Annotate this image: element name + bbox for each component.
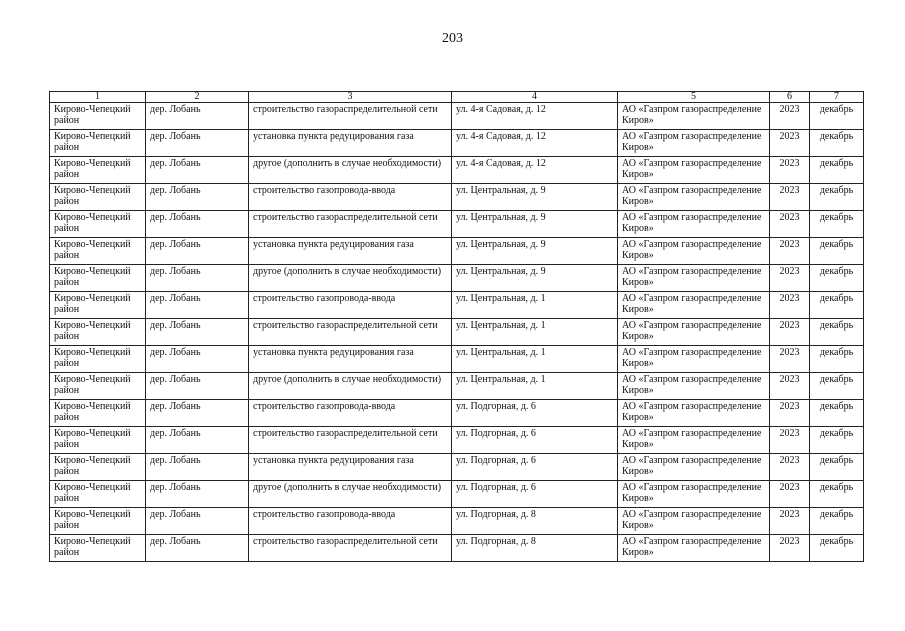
address-cell: ул. Подгорная, д. 6 — [452, 400, 618, 427]
year-cell: 2023 — [770, 103, 810, 130]
organization-cell: АО «Газпром газораспределение Киров» — [618, 157, 770, 184]
village-cell: дер. Лобань — [146, 211, 249, 238]
month-cell: декабрь — [810, 535, 864, 562]
district-cell: Кирово-Чепецкий район — [50, 373, 146, 400]
table-row — [50, 346, 864, 373]
district-cell: Кирово-Чепецкий район — [50, 346, 146, 373]
district-cell: Кирово-Чепецкий район — [50, 400, 146, 427]
month-cell: декабрь — [810, 508, 864, 535]
table-row — [50, 211, 864, 238]
address-cell: ул. Подгорная, д. 6 — [452, 481, 618, 508]
work-type-cell: строительство газораспределительной сети — [249, 103, 452, 130]
table-row — [50, 130, 864, 157]
table-row — [50, 535, 864, 562]
gas-works-table — [49, 91, 864, 562]
address-cell: ул. Центральная, д. 9 — [452, 265, 618, 292]
district-cell: Кирово-Чепецкий район — [50, 238, 146, 265]
year-cell: 2023 — [770, 157, 810, 184]
work-type-cell: строительство газораспределительной сети — [249, 535, 452, 562]
organization-cell: АО «Газпром газораспределение Киров» — [618, 535, 770, 562]
address-cell: ул. Центральная, д. 1 — [452, 373, 618, 400]
village-cell: дер. Лобань — [146, 157, 249, 184]
column-header: 5 — [618, 92, 770, 103]
table-row — [50, 373, 864, 400]
work-type-cell: другое (дополнить в случае необходимости) — [249, 157, 452, 184]
district-cell: Кирово-Чепецкий район — [50, 481, 146, 508]
month-cell: декабрь — [810, 292, 864, 319]
organization-cell: АО «Газпром газораспределение Киров» — [618, 427, 770, 454]
work-type-cell: строительство газопровода-ввода — [249, 400, 452, 427]
month-cell: декабрь — [810, 481, 864, 508]
work-type-cell: другое (дополнить в случае необходимости) — [249, 481, 452, 508]
header-row — [50, 92, 864, 103]
village-cell: дер. Лобань — [146, 346, 249, 373]
table-row — [50, 292, 864, 319]
village-cell: дер. Лобань — [146, 454, 249, 481]
district-cell: Кирово-Чепецкий район — [50, 157, 146, 184]
table-row — [50, 265, 864, 292]
table-row — [50, 184, 864, 211]
year-cell: 2023 — [770, 454, 810, 481]
work-type-cell: строительство газопровода-ввода — [249, 292, 452, 319]
organization-cell: АО «Газпром газораспределение Киров» — [618, 346, 770, 373]
organization-cell: АО «Газпром газораспределение Киров» — [618, 400, 770, 427]
work-type-cell: установка пункта редуцирования газа — [249, 346, 452, 373]
work-type-cell: строительство газораспределительной сети — [249, 427, 452, 454]
village-cell: дер. Лобань — [146, 508, 249, 535]
organization-cell: АО «Газпром газораспределение Киров» — [618, 184, 770, 211]
table-row — [50, 103, 864, 130]
work-type-cell: установка пункта редуцирования газа — [249, 454, 452, 481]
organization-cell: АО «Газпром газораспределение Киров» — [618, 373, 770, 400]
year-cell: 2023 — [770, 238, 810, 265]
column-header: 4 — [452, 92, 618, 103]
organization-cell: АО «Газпром газораспределение Киров» — [618, 319, 770, 346]
village-cell: дер. Лобань — [146, 319, 249, 346]
address-cell: ул. Подгорная, д. 8 — [452, 535, 618, 562]
work-type-cell: строительство газопровода-ввода — [249, 508, 452, 535]
year-cell: 2023 — [770, 346, 810, 373]
address-cell: ул. 4-я Садовая, д. 12 — [452, 157, 618, 184]
village-cell: дер. Лобань — [146, 238, 249, 265]
organization-cell: АО «Газпром газораспределение Киров» — [618, 211, 770, 238]
month-cell: декабрь — [810, 211, 864, 238]
address-cell: ул. Центральная, д. 1 — [452, 319, 618, 346]
year-cell: 2023 — [770, 427, 810, 454]
village-cell: дер. Лобань — [146, 427, 249, 454]
month-cell: декабрь — [810, 184, 864, 211]
year-cell: 2023 — [770, 535, 810, 562]
organization-cell: АО «Газпром газораспределение Киров» — [618, 454, 770, 481]
address-cell: ул. 4-я Садовая, д. 12 — [452, 130, 618, 157]
address-cell: ул. Центральная, д. 9 — [452, 211, 618, 238]
work-type-cell: строительство газораспределительной сети — [249, 319, 452, 346]
work-type-cell: строительство газораспределительной сети — [249, 211, 452, 238]
month-cell: декабрь — [810, 346, 864, 373]
year-cell: 2023 — [770, 319, 810, 346]
month-cell: декабрь — [810, 319, 864, 346]
month-cell: декабрь — [810, 157, 864, 184]
organization-cell: АО «Газпром газораспределение Киров» — [618, 481, 770, 508]
table-row — [50, 427, 864, 454]
year-cell: 2023 — [770, 373, 810, 400]
month-cell: декабрь — [810, 265, 864, 292]
year-cell: 2023 — [770, 130, 810, 157]
district-cell: Кирово-Чепецкий район — [50, 130, 146, 157]
year-cell: 2023 — [770, 265, 810, 292]
year-cell: 2023 — [770, 184, 810, 211]
organization-cell: АО «Газпром газораспределение Киров» — [618, 292, 770, 319]
village-cell: дер. Лобань — [146, 292, 249, 319]
address-cell: ул. Центральная, д. 9 — [452, 184, 618, 211]
table-row — [50, 454, 864, 481]
village-cell: дер. Лобань — [146, 481, 249, 508]
district-cell: Кирово-Чепецкий район — [50, 427, 146, 454]
organization-cell: АО «Газпром газораспределение Киров» — [618, 103, 770, 130]
table-row — [50, 481, 864, 508]
district-cell: Кирово-Чепецкий район — [50, 508, 146, 535]
column-header: 1 — [50, 92, 146, 103]
table-row — [50, 238, 864, 265]
address-cell: ул. Центральная, д. 1 — [452, 346, 618, 373]
year-cell: 2023 — [770, 211, 810, 238]
organization-cell: АО «Газпром газораспределение Киров» — [618, 238, 770, 265]
month-cell: декабрь — [810, 103, 864, 130]
village-cell: дер. Лобань — [146, 400, 249, 427]
district-cell: Кирово-Чепецкий район — [50, 535, 146, 562]
page-number: 203 — [442, 31, 463, 46]
district-cell: Кирово-Чепецкий район — [50, 319, 146, 346]
address-cell: ул. Подгорная, д. 8 — [452, 508, 618, 535]
village-cell: дер. Лобань — [146, 184, 249, 211]
village-cell: дер. Лобань — [146, 130, 249, 157]
column-header: 3 — [249, 92, 452, 103]
month-cell: декабрь — [810, 373, 864, 400]
work-type-cell: установка пункта редуцирования газа — [249, 130, 452, 157]
month-cell: декабрь — [810, 454, 864, 481]
address-cell: ул. Центральная, д. 9 — [452, 238, 618, 265]
district-cell: Кирово-Чепецкий район — [50, 454, 146, 481]
work-type-cell: строительство газопровода-ввода — [249, 184, 452, 211]
column-header: 6 — [770, 92, 810, 103]
work-type-cell: установка пункта редуцирования газа — [249, 238, 452, 265]
table-row — [50, 400, 864, 427]
year-cell: 2023 — [770, 292, 810, 319]
month-cell: декабрь — [810, 130, 864, 157]
address-cell: ул. Подгорная, д. 6 — [452, 454, 618, 481]
district-cell: Кирово-Чепецкий район — [50, 184, 146, 211]
table-row — [50, 508, 864, 535]
address-cell: ул. 4-я Садовая, д. 12 — [452, 103, 618, 130]
village-cell: дер. Лобань — [146, 265, 249, 292]
district-cell: Кирово-Чепецкий район — [50, 103, 146, 130]
organization-cell: АО «Газпром газораспределение Киров» — [618, 130, 770, 157]
year-cell: 2023 — [770, 508, 810, 535]
address-cell: ул. Центральная, д. 1 — [452, 292, 618, 319]
village-cell: дер. Лобань — [146, 103, 249, 130]
year-cell: 2023 — [770, 481, 810, 508]
district-cell: Кирово-Чепецкий район — [50, 265, 146, 292]
column-header: 7 — [810, 92, 864, 103]
organization-cell: АО «Газпром газораспределение Киров» — [618, 508, 770, 535]
table-body — [50, 103, 864, 562]
year-cell: 2023 — [770, 400, 810, 427]
village-cell: дер. Лобань — [146, 373, 249, 400]
month-cell: декабрь — [810, 238, 864, 265]
table-row — [50, 157, 864, 184]
address-cell: ул. Подгорная, д. 6 — [452, 427, 618, 454]
table-row — [50, 319, 864, 346]
column-header: 2 — [146, 92, 249, 103]
work-type-cell: другое (дополнить в случае необходимости) — [249, 265, 452, 292]
month-cell: декабрь — [810, 400, 864, 427]
organization-cell: АО «Газпром газораспределение Киров» — [618, 265, 770, 292]
month-cell: декабрь — [810, 427, 864, 454]
district-cell: Кирово-Чепецкий район — [50, 292, 146, 319]
work-type-cell: другое (дополнить в случае необходимости) — [249, 373, 452, 400]
district-cell: Кирово-Чепецкий район — [50, 211, 146, 238]
village-cell: дер. Лобань — [146, 535, 249, 562]
